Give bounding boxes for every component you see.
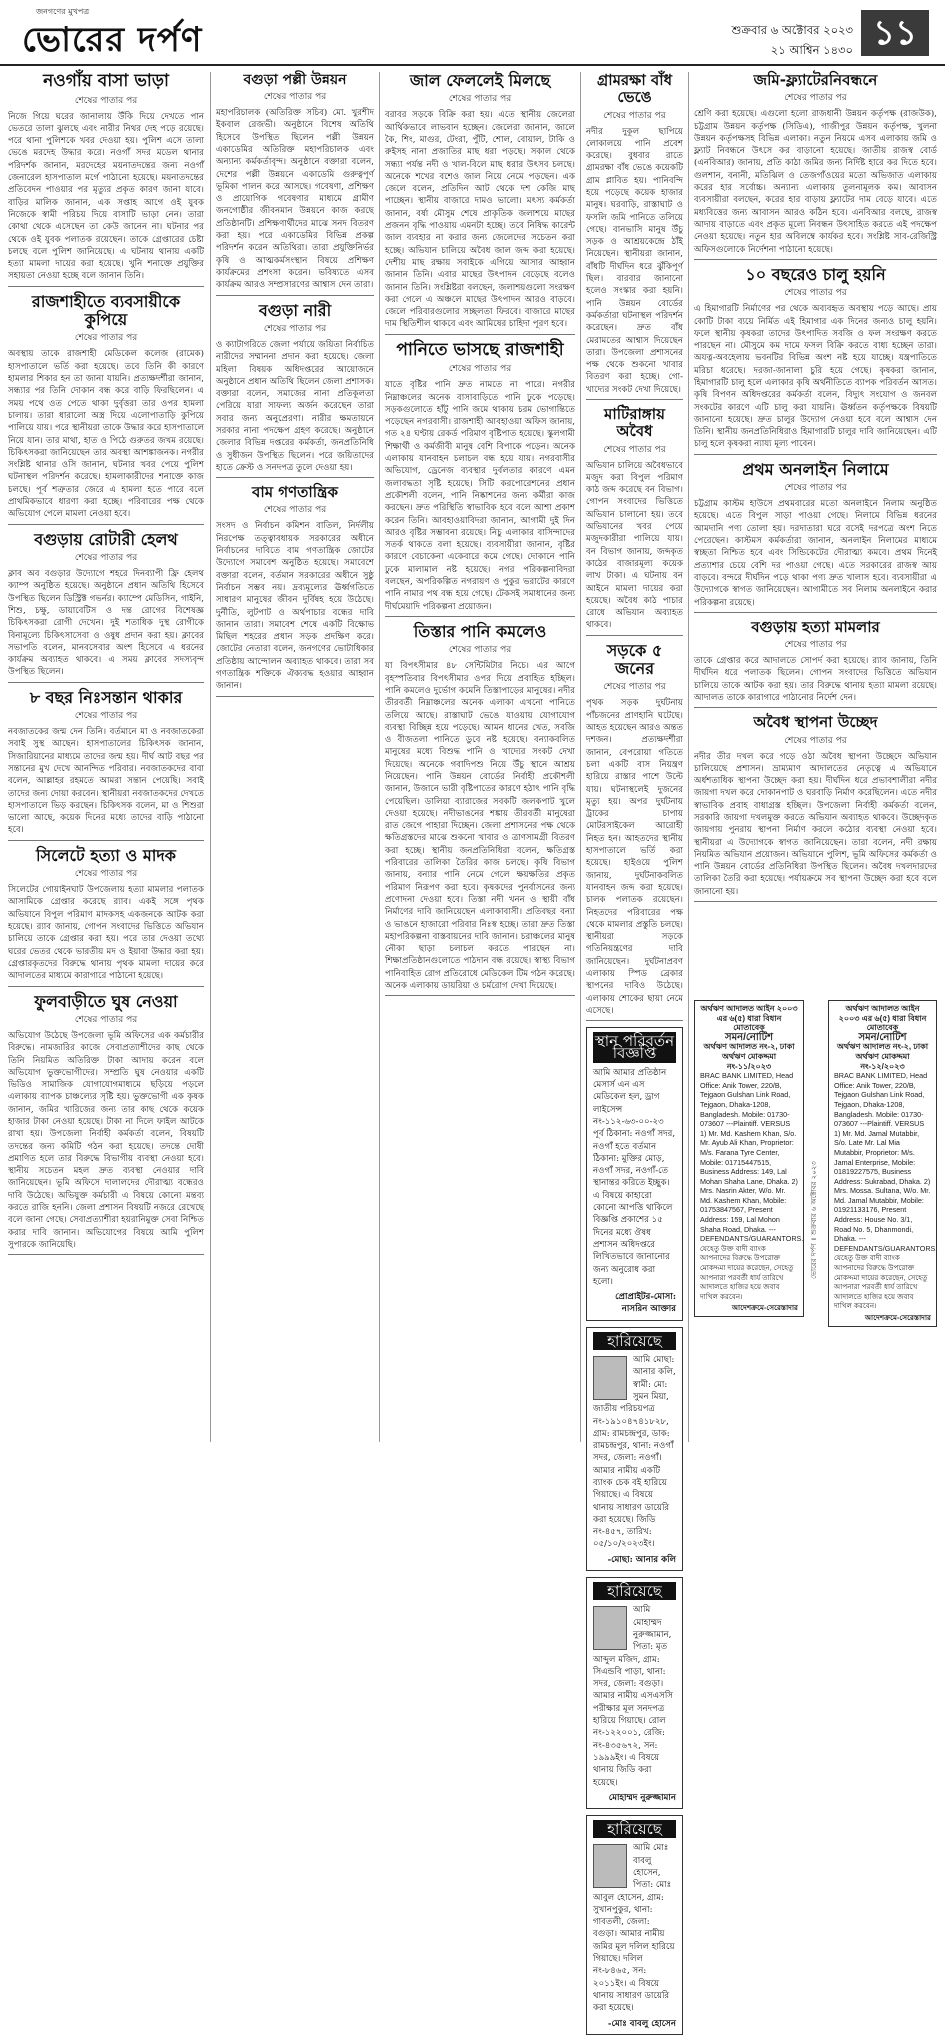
- news-story: [216, 484, 374, 696]
- story-divider: [586, 635, 683, 636]
- story-continuation-label: শেষের পাতার পর: [784, 483, 847, 494]
- masthead: [0, 0, 945, 66]
- column-rule: [210, 72, 211, 1442]
- notice-heading: সমন/নোটিশ: [858, 1031, 907, 1043]
- news-story: [586, 72, 683, 400]
- story-continuation-label: শেষের পাতার পর: [263, 92, 327, 103]
- story-body: যা বিপৎসীমার ৪৮ সেন্টিমিটার নিচে। এর আগে বৃহস্পতিবার বিপৎসীমার ওপর দিয়ে প্রবাহিত হচ্ছিল। পানি কমলেও দুর্ভোগ কমেনি তিস্তাপাড়ের মানুষের। নদীর তীরবর্তী নিম্নাঞ্চলের অনেক এলাকা এখনো পানিতে তলিয়ে আছে। রাস্তাঘাট ভেঙে যাওয়ায় যোগাযোগ ব্যবস্থা বিচ্ছিন্ন হয়ে পড়েছে। আমন ধানের খেত, সবজি ও বীজতলা পানিতে ডুবে নষ্ট হয়েছে। বন্যাকবলিত মানুষের মধ্যে বিশুদ্ধ পানি ও খাদ্যের সংকট দেখা দিয়েছে। অনেকে গবাদিপশু নিয়ে উঁচু স্থানে আশ্রয় নিয়েছেন। পানি উন্নয়ন বোর্ডের নির্বাহী প্রকৌশলী জানান, উজানে ভারী বৃষ্টিপাতের কারণে হঠাৎ পানি বৃদ্ধি পেয়েছিল। ডালিয়া ব্যারাজের সবকটি জলকপাট খুলে দেওয়া হয়েছে। নদীভাঙনের শঙ্কায় তীরবর্তী মানুষেরা রাত জেগে পাহারা দিচ্ছেন। জেলা প্রশাসনের পক্ষ থেকে ক্ষতিগ্রস্তদের মাঝে শুকনো খাবার ও ত্রাণসামগ্রী বিতরণ করা হচ্ছে। স্থানীয় জনপ্রতিনিধিরা বলেন, ক্ষতিগ্রস্ত পরিবারের তালিকা তৈরির কাজ চলছে। কৃষি বিভাগ জানায়, বন্যার পানি নেমে গেলে ক্ষয়ক্ষতির প্রকৃত পরিমাণ নিরূপণ করা হবে। কৃষকদের পুনর্বাসনের জন্য প্রণোদনা দেওয়া হবে। তিস্তা নদী খনন ও স্থায়ী বাঁধ নির্মাণের দাবি জানিয়েছেন এলাকাবাসী। প্রতিবছর বন্যা ও ভাঙনে হাজারো পরিবার নিঃস্ব হচ্ছে। তারা দ্রুত তিস্তা মহাপরিকল্পনা বাস্তবায়নের দাবি জানান। চরাঞ্চলের মানুষ নৌকা ছাড়া চলাচল করতে পারছেন না। শিক্ষাপ্রতিষ্ঠানগুলোতে পাঠদান বন্ধ রয়েছে। স্বাস্থ্য বিভাগ পানিবাহিত রোগ প্রতিরোধে মেডিকেল টিম গঠন করেছে। অনেক এলাকায় ডায়রিয়া ও চর্মরোগ দেখা দিয়েছে।: [385, 661, 575, 992]
- story-divider: [8, 286, 204, 287]
- notice-law-header: অর্থঋণ আদালত আইন ২০০৩ এর ৬(৫) ধারা বিধান মোতাবেক: [838, 1004, 927, 1033]
- story-headline[interactable]: ১০ বছরেও চালু হয়নি: [745, 264, 886, 284]
- story-divider: [216, 477, 374, 478]
- column-rule: [580, 72, 581, 1442]
- column-5: [694, 72, 937, 992]
- story-divider: [216, 295, 374, 296]
- notice-signature: -মোঃ বাবলু হোসেন: [607, 2018, 676, 2029]
- story-continuation-label: শেষের পাতার পর: [74, 711, 138, 722]
- story-headline[interactable]: গ্রামরক্ষা বাঁধ ভেঙে: [597, 71, 672, 107]
- date-gregorian: শুক্রবার ৬ অক্টোবর ২০২৩: [731, 23, 853, 37]
- story-headline[interactable]: ৮ বছর নিঃসন্তান থাকার: [29, 687, 183, 707]
- news-story: [8, 531, 204, 683]
- case-number: অর্থঋণ মোকদ্দমা নং-১২/২০২৩: [855, 1051, 910, 1071]
- story-body: নবজাতকের জন্ম দেন তিনি। বর্তমানে মা ও নবজাতকেরা সবাই সুস্থ আছেন। হাসপাতালের চিকিৎসক জানান, সিজারিয়ানের মাধ্যমে তাদের জন্ম হয়। দীর্ঘ আট বছর পর সন্তানের মুখ দেখে আনন্দিত পরিবার। নবজাতকদের বাবা বলেন, আল্লাহর রহমতে আমরা সন্তান পেয়েছি। সবাই তাদের জন্য দোয়া করবেন। স্থানীয়রা নবজাতকদের দেখতে হাসপাতালে ভিড় করছেন। চিকিৎসক বলেন, মা ও শিশুরা ভালো আছে, কয়েক দিনের মধ্যে তাদের বাড়ি পাঠানো হবে।: [8, 727, 204, 836]
- court-summons-notice: [828, 1000, 937, 1327]
- story-body: অবস্থায় তাকে রাজশাহী মেডিকেল কলেজ (রামেক) হাসপাতালে ভর্তি করা হয়েছে। তবে তিনি কী কারণে হামলার শিকার হন তা জানা যায়নি। প্রত্যক্ষদর্শীরা জানান, সন্ধ্যার পর তিনি দোকান বন্ধ করে বাড়ি ফিরছিলেন। এ সময় পথে ওত পেতে থাকা দুর্বৃত্তরা তার ওপর হামলা চালায়। তারা ধারালো অস্ত্র দিয়ে এলোপাতাড়ি কুপিয়ে পালিয়ে যায়। পরে স্থানীয়রা তাকে উদ্ধার করে হাসপাতালে নিয়ে যান। তার মাথা, হাত ও পিঠে গুরুতর জখম রয়েছে। চিকিৎসকরা জানিয়েছেন তার অবস্থা আশঙ্কাজনক। নগরীর সংশ্লিষ্ট থানার ওসি জানান, ঘটনার খবর পেয়ে পুলিশ ঘটনাস্থল পরিদর্শন করেছে। হামলাকারীদের শনাক্তে কাজ চলছে। পূর্ব শত্রুতার জেরে এ হামলা হতে পারে বলে প্রাথমিকভাবে ধারণা করা হচ্ছে। পরিবারের পক্ষ থেকে অভিযোগ পেলে মামলা নেওয়া হবে।: [8, 349, 204, 520]
- news-story: [8, 993, 204, 1256]
- story-divider: [694, 259, 937, 260]
- story-headline[interactable]: বগুড়া পল্লী উন্নয়ন: [243, 72, 347, 88]
- news-story: [694, 619, 937, 708]
- story-continuation-label: শেষের পাতার পর: [784, 93, 847, 104]
- news-story: [8, 72, 204, 287]
- notice-body: আমি আমার প্রতিষ্ঠান মেসার্স এন এস মেডিকেল হল, ড্রাগ লাইসেন্স নং-১১২-৬৩-০০-২৩ পূর্ব ঠিকানা: নওগাঁ সদর, নওগাঁ হতে বর্তমান ঠিকানা: মুক্তির মোড়, নওগাঁ সদর, নওগাঁ-তে স্থানান্তর করিতে ইচ্ছুক। এ বিষয়ে কাহারো কোনো আপত্তি থাকিলে বিজ্ঞপ্তি প্রকাশের ১৫ দিনের মধ্যে ঔষধ প্রশাসন অধিদপ্তরে লিখিতভাবে জানানোর জন্য অনুরোধ করা হলো।: [593, 1067, 676, 1287]
- news-story: [8, 847, 204, 987]
- story-divider: [385, 334, 575, 335]
- story-divider: [216, 696, 374, 697]
- news-story: [8, 689, 204, 841]
- story-body: নিজে গিয়ে ঘরের জানালায় উঁকি দিয়ে দেখতে পান ভেতরে তালা ঝুলছে এবং নারীর নিথর দেহ পড়ে রয়েছে। পরে থানা পুলিশকে খবর দেওয়া হয়। পুলিশ এসে তালা ভেঙে মরদেহ উদ্ধার করে। নওগাঁ সদর মডেল থানার পরিদর্শক জানান, মরদেহের ময়নাতদন্তের জন্য নওগাঁ জেনারেল হাসপাতাল মর্গে পাঠানো হয়েছে। ময়নাতদন্তের প্রতিবেদন পাওয়ার পর মৃত্যুর প্রকৃত কারণ জানা যাবে। বাড়ির মালিক জানান, এক সপ্তাহ আগে ওই যুবক নিজেকে স্বামী পরিচয় দিয়ে বাসাটি ভাড়া নেন। তারা কোথা থেকে এসেছেন তা কেউ জানেন না। ঘটনার পর থেকে ওই যুবক পলাতক রয়েছেন। তাকে গ্রেপ্তারের চেষ্টা চলছে বলে পুলিশ জানিয়েছে। এ ঘটনায় থানায় একটি হত্যা মামলা দায়ের করা হয়েছে। খুনি শনাক্তে প্রযুক্তির সহায়তা নেওয়া হচ্ছে বলে জানান তিনি।: [8, 111, 204, 282]
- story-body: পৃথক সড়ক দুর্ঘটনায় পাঁচজনের প্রাণহানি ঘটেছে। আহত হয়েছেন আরও অন্তত দশজন। প্রত্যক্ষদর্শীরা জানান, বেপরোয়া গতিতে চলা একটি বাস নিয়ন্ত্রণ হারিয়ে রাস্তার পাশে উল্টে যায়। ঘটনাস্থলেই দুজনের মৃত্যু হয়। অপর দুর্ঘটনায় ট্রাকের চাপায় মোটরসাইকেল আরোহী নিহত হন। আহতদের স্থানীয় হাসপাতালে ভর্তি করা হয়েছে। হাইওয়ে পুলিশ জানায়, দুর্ঘটনাকবলিত যানবাহন জব্দ করা হয়েছে। চালক পলাতক রয়েছেন। নিহতদের পরিবারের পক্ষ থেকে মামলার প্রস্তুতি চলছে। স্থানীয়রা সড়কে গতিনিয়ন্ত্রণের দাবি জানিয়েছেন। দুর্ঘটনাপ্রবণ এলাকায় স্পিড ব্রেকার স্থাপনের দাবিও উঠেছে। এলাকায় শোকের ছায়া নেমে এসেছে।: [586, 698, 683, 1016]
- column-1: [8, 72, 204, 1444]
- column-rule: [379, 72, 380, 1442]
- news-story: [694, 72, 937, 260]
- notice-title: স্থান পরিবর্তন বিজ্ঞপ্তি: [594, 1032, 675, 1063]
- story-continuation-label: শেষের পাতার পর: [448, 645, 512, 656]
- classified-area: [694, 1000, 804, 1440]
- story-headline[interactable]: বগুড়ায় রোটারী হেলথ: [34, 529, 178, 549]
- story-continuation-label: শেষের পাতার পর: [74, 95, 138, 106]
- page-number: ১১: [861, 10, 929, 56]
- story-divider: [385, 995, 575, 996]
- masthead-tagline: জনগণের মুখপত্র: [36, 7, 90, 16]
- story-divider: [694, 707, 937, 708]
- story-body: সিলেটের গোয়াইনঘাট উপজেলায় হত্যা মামলার পলাতক আসামিকে গ্রেপ্তার করেছে র‍্যাব। একই সঙ্গে পৃথক অভিযানে বিপুল পরিমাণ মাদকসহ একজনকে আটক করা হয়েছে। র‍্যাব জানায়, গোপন সংবাদের ভিত্তিতে অভিযান চালিয়ে তাকে গ্রেপ্তার করা হয়। পরে তার দেওয়া তথ্যে ঘরের ভেতর থেকে ভারতীয় মদ ও ইয়াবা উদ্ধার করা হয়। গ্রেপ্তারকৃতদের বিরুদ্ধে থানায় পৃথক মামলা দায়ের করে আদালতের মাধ্যমে কারাগারে পাঠানো হয়েছে।: [8, 885, 204, 982]
- story-continuation-label: শেষের পাতার পর: [603, 682, 666, 693]
- notice-signature: মোহাম্মদ নুরুজ্জামান: [608, 1792, 676, 1803]
- story-headline[interactable]: সড়কে ৫ জনের: [606, 640, 663, 679]
- notice-signature: আদেশক্রমে-সেরেস্তাদার: [864, 1313, 931, 1322]
- story-headline[interactable]: সিলেটে হত্যা ও মাদক: [36, 845, 176, 865]
- newspaper-logo: ভোরের দর্পণ: [22, 20, 203, 60]
- court-summons-notice: [694, 1000, 804, 1317]
- story-headline[interactable]: জাল ফেললেই মিলছে: [409, 71, 551, 90]
- story-headline[interactable]: জমি-ফ্ল্যাটেরনিবন্ধনে: [753, 71, 878, 89]
- story-divider: [586, 1020, 683, 1021]
- news-story: [8, 293, 204, 525]
- story-headline[interactable]: বাম গণতান্ত্রিক: [252, 483, 338, 502]
- story-continuation-label: শেষের পাতার পর: [784, 288, 847, 299]
- story-divider: [8, 986, 204, 987]
- notice-photo: [593, 1844, 627, 1888]
- notice-title: হারিয়েছে: [593, 1332, 676, 1350]
- masthead-date: [731, 20, 853, 60]
- story-body: চট্টগ্রাম কাস্টম হাউসে প্রথমবারের মতো অনলাইনে নিলাম অনুষ্ঠিত হয়েছে। এতে বিপুল সাড়া পাওয়া গেছে। নিলামে বিভিন্ন ধরনের আমদানি পণ্য তোলা হয়। দরদাতারা ঘরে বসেই দরপত্রে অংশ নিতে পেরেছেন। কাস্টমস কর্মকর্তারা জানান, অনলাইন নিলামের মাধ্যমে স্বচ্ছতা নিশ্চিত হবে এবং সিন্ডিকেটের দৌরাত্ম্য কমবে। প্রথম দিনেই প্রত্যাশার চেয়ে বেশি দর পাওয়া গেছে। এতে সরকারের রাজস্ব আয় বাড়বে। বন্দরে দীর্ঘদিন পড়ে থাকা পণ্য দ্রুত খালাস হবে। ব্যবসায়ীরা এ উদ্যোগকে স্বাগত জানিয়েছেন। আগামীতে সব নিলাম অনলাইনে করার পরিকল্পনা রয়েছে।: [694, 499, 937, 608]
- story-body: বরাবর সড়কে বিক্রি করা হয়। এতে স্থানীয় জেলেরা আর্থিকভাবে লাভবান হচ্ছেন। জেলেরা জানান, জালে কৈ, শিং, মাগুর, টেংরা, পুঁটি, শোল, বোয়াল, টাকি ও রুইসহ নানা প্রজাতির মাছ ধরা পড়ছে। সকাল থেকে সন্ধ্যা পর্যন্ত নদী ও খাল-বিলে মাছ ধরার উৎসব চলছে। অনেকে শখের বশেও জাল নিয়ে নেমে পড়ছেন। এক জেলে বলেন, প্রতিদিন আট থেকে দশ কেজি মাছ পাচ্ছেন। স্থানীয় বাজারে দামও ভালো। মৎস্য কর্মকর্তা জানান, বর্ষা মৌসুম শেষে প্রাকৃতিক জলাশয়ে মাছের প্রজনন বৃদ্ধি পাওয়ায় এমনটা হচ্ছে। তবে নিষিদ্ধ কারেন্ট জাল ব্যবহার না করার জন্য জেলেদের সচেতন করা হচ্ছে। অভিযান চালিয়ে অবৈধ জাল জব্দ করা হয়েছে। দেশীয় মাছ রক্ষায় সবাইকে এগিয়ে আসার আহ্বান জানান তিনি। এবার মাছের উৎপাদন বেড়েছে বলেও জানান তিনি। সংশ্লিষ্টরা বলছেন, জলাশয়গুলো সংরক্ষণ করা গেলে এ অঞ্চলে মাছের উৎপাদন আরও বাড়বে। জেলে পরিবারগুলোর সচ্ছলতা ফিরবে। বাজারে মাছের দাম স্থিতিশীল থাকবে এবং আমিষের চাহিদা পূরণ হবে।: [385, 110, 575, 330]
- notice-signature: আদেশক্রমে-সেরেস্তাদার: [731, 1303, 798, 1313]
- story-body: অভিযোগ উঠেছে উপজেলা ভূমি অফিসের এক কর্মচারীর বিরুদ্ধে। নামজারির কাজে সেবাপ্রত্যাশীদের কাছ থেকে তিনি নিয়মিত অতিরিক্ত টাকা আদায় করেন বলে অভিযোগ ভুক্তভোগীদের। সম্প্রতি ঘুষ নেওয়ার একটি ভিডিও সামাজিক যোগাযোগমাধ্যমে ছড়িয়ে পড়লে এলাকায় ব্যাপক চাঞ্চল্যের সৃষ্টি হয়। ভুক্তভোগী এক কৃষক জানান, জমির খারিজের জন্য তার কাছ থেকে কয়েক হাজার টাকা নেওয়া হয়েছে। টাকা না দিলে ফাইল আটকে রাখা হয়। উপজেলা নির্বাহী কর্মকর্তা বলেন, বিষয়টি তদন্তের জন্য কমিটি গঠন করা হয়েছে। তদন্তে দোষী প্রমাণিত হলে তার বিরুদ্ধে বিভাগীয় ব্যবস্থা নেওয়া হবে। স্থানীয় সচেতন মহল দ্রুত ব্যবস্থা নেওয়ার দাবি জানিয়েছেন। ভূমি অফিসে দালালদের দৌরাত্ম্য বন্ধেরও দাবি উঠেছে। অভিযুক্ত কর্মচারী এ বিষয়ে কোনো মন্তব্য করতে রাজি হননি। জেলা প্রশাসন বিষয়টি নজরে রেখেছে বলে জানা গেছে। সেবাপ্রত্যাশীরা হয়রানিমুক্ত সেবা নিশ্চিত করার দাবি জানান। অভিযোগের বিষয়ে আমি পুলিশ সুপারকে জানিয়েছি।: [8, 1030, 204, 1250]
- legal-notices-area: [828, 1000, 937, 1440]
- vertical-strip: ভোরের দর্পণ ॥ শুক্রবার ৬ অক্টোবর ২০২৩: [810, 1161, 818, 1279]
- story-body: এ হিমাগারটি নির্মাণের পর থেকে অব্যবহৃত অবস্থায় পড়ে আছে। প্রায় কোটি টাকা ব্যয়ে নির্মিত এই হিমাগার এক দিনের জন্যও চালু হয়নি। ফলে স্থানীয় কৃষকরা তাদের উৎপাদিত সবজি ও ফল সংরক্ষণ করতে পারছেন না। মৌসুমে কম দামে ফসল বিক্রি করতে বাধ্য হচ্ছেন তারা। অযত্ন-অবহেলায় ভবনটির বিভিন্ন অংশ নষ্ট হয়ে যাচ্ছে। যন্ত্রপাতিতে মরিচা ধরেছে। দরজা-জানালা চুরি হয়ে গেছে। কৃষকরা জানান, হিমাগারটি চালু হলে এলাকার কৃষি অর্থনীতিতে ব্যাপক পরিবর্তন আসত। কৃষি বিপণন অধিদপ্তরের কর্মকর্তা বলেন, বিদ্যুৎ সংযোগ ও জনবল সংকটের কারণে এটি চালু করা যায়নি। ঊর্ধ্বতন কর্তৃপক্ষকে বিষয়টি জানানো হয়েছে। দ্রুত চালুর উদ্যোগ নেওয়া হবে বলে আশ্বাস দেন তিনি। স্থানীয় জনপ্রতিনিধিরাও হিমাগারটি চালুর দাবি জানিয়েছেন। এটি চালু হলে কৃষকরা ন্যায্য মূল্য পাবেন।: [694, 304, 937, 450]
- notice-photo: [593, 1356, 627, 1400]
- news-story: [216, 72, 374, 296]
- lost-notice: [586, 1577, 683, 1809]
- lost-notice: [586, 1815, 683, 2035]
- story-divider: [8, 524, 204, 525]
- story-continuation-label: শেষের পাতার পর: [74, 869, 138, 880]
- story-headline[interactable]: পানিতে ভাসছে রাজশাহী: [396, 339, 564, 360]
- story-continuation-label: শেষের পাতার পর: [603, 444, 666, 455]
- story-divider: [694, 454, 937, 455]
- notice-heading: সমন/নোটিশ: [724, 1031, 774, 1043]
- story-continuation-label: শেষের পাতার পর: [74, 333, 138, 344]
- story-divider: [8, 840, 204, 841]
- column-3: [385, 72, 575, 1444]
- story-headline[interactable]: তিস্তার পানি কমলেও: [413, 621, 547, 641]
- story-headline[interactable]: মাটিরাঙ্গায় অবৈধ: [604, 405, 665, 441]
- notice-body: BRAC BANK LIMITED, Head Office: Anik Tower, 220/B, Tejgaon Gulshan Link Road, Tejgaon, Dhaka-1208, Bangladesh. Mobile: 01730-073607 ---Plaintiff. VERSUS 1) Mr. Md. Kashem Khan, S/o. Mr. Ayub Ali Khan, Proprietor: M/s. Farana Tyre Center, Mobile: 01715447515, Business Address: 149, Lal Mohan Shaha Lane, Dhaka. 2) Mrs. Nasrin Akter, W/o. Mr. Md. Kashem Khan, Mobile: 01753847567, Present Address: 159, Lal Mohon Shaha Road, Dhaka. ---DEFENDANTS/GUARANTORS. যেহেতু উক্ত বাদী ব্যাংক আপনাদের বিরুদ্ধে উপরোক্ত মোকদ্দমা দায়ের করেছেন, সেহেতু আপনারা পরবর্তী ধার্য তারিখে আদালতে হাজির হয়ে জবাব দাখিল করবেন।: [700, 1071, 804, 1301]
- story-body: ক্লাব অব বগুড়ার উদ্যোগে শহরে দিনব্যাপী ফ্রি হেলথ ক্যাম্প অনুষ্ঠিত হয়েছে। অনুষ্ঠানে প্রধান অতিথি হিসেবে উপস্থিত ছিলেন ডিস্ট্রিক্ট গভর্নর। ক্যাম্পে মেডিসিন, গাইনি, শিশু, চক্ষু, ডায়াবেটিস ও দন্ত রোগের বিশেষজ্ঞ চিকিৎসকরা রোগী দেখেন। দুই শতাধিক দুস্থ রোগীকে বিনামূল্যে চিকিৎসাসেবা ও ওষুধ প্রদান করা হয়। ক্লাবের সভাপতি বলেন, মানবসেবার অংশ হিসেবে এ ধরনের কার্যক্রম অব্যাহত থাকবে। এ সময় ক্লাবের সদস্যবৃন্দ উপস্থিত ছিলেন।: [8, 569, 204, 678]
- story-continuation-label: শেষের পাতার পর: [263, 505, 327, 516]
- column-2: [216, 72, 374, 1444]
- story-continuation-label: শেষের পাতার পর: [784, 735, 847, 746]
- news-story: [586, 642, 683, 1022]
- notice-title: হারিয়েছে: [593, 1820, 676, 1838]
- news-story: [385, 623, 575, 996]
- notice-photo: [593, 1606, 627, 1650]
- notice-body: আমি মোঃ বাবলু হোসেন, পিতা: মোঃ আবুল হোসেন, গ্রাম: সুখানপুকুর, থানা: গাবতলী, জেলা: বগুড়া। আমার নামীয় জমির মূল দলিল হারিয়ে গিয়াছে। দলিল নং-৮৪৬৫, সন: ২০১১ইং। এ বিষয়ে থানায় সাধারণ ডায়েরি করা হয়েছে।: [593, 1843, 675, 2014]
- court-name: অর্থঋণ আদালত নং-২, ঢাকা: [836, 1042, 929, 1052]
- story-headline[interactable]: বগুড়া নারী: [258, 300, 332, 320]
- date-bengali: ২১ আশ্বিন ১৪৩০: [770, 43, 853, 57]
- story-divider: [8, 1254, 204, 1255]
- story-headline[interactable]: ফুলবাড়ীতে ঘুষ নেওয়া: [34, 991, 178, 1011]
- story-continuation-label: শেষের পাতার পর: [448, 364, 512, 375]
- news-story: [586, 406, 683, 636]
- story-body: যাতে বৃষ্টির পানি দ্রুত নামতে না পারে। নগরীর নিম্নাঞ্চলের অনেক বাসাবাড়িতে পানি ঢুকে পড়েছে। সড়কগুলোতে হাঁটু পানি জমে থাকায় চরম ভোগান্তিতে পড়েছেন নগরবাসী। রাজশাহী আবহাওয়া অফিস জানায়, গত ২৪ ঘণ্টায় রেকর্ড পরিমাণ বৃষ্টিপাত হয়েছে। স্কুলগামী শিক্ষার্থী ও কর্মজীবী মানুষ বেশি বিপাকে পড়েন। অনেক এলাকায় যানবাহন চলাচল বন্ধ হয়ে যায়। নগরবাসীর অভিযোগ, ড্রেনেজ ব্যবস্থার দুর্বলতার কারণে এমন জলাবদ্ধতা সৃষ্টি হয়েছে। সিটি করপোরেশনের প্রধান প্রকৌশলী বলেন, পানি নিষ্কাশনের জন্য কর্মীরা কাজ করছেন। দ্রুত পরিস্থিতি স্বাভাবিক হবে বলে আশা প্রকাশ করেন তিনি। আবহাওয়াবিদরা জানান, আগামী দুই দিন আরও বৃষ্টির সম্ভাবনা রয়েছে। নিচু এলাকার বাসিন্দাদের সতর্ক থাকতে বলা হয়েছে। ব্যবসায়ীরা জানান, বৃষ্টির কারণে বেচাকেনা একেবারে কমে গেছে। দোকানে পানি ঢুকে মালামাল নষ্ট হয়েছে। নগর পরিকল্পনাবিদরা বলছেন, অপরিকল্পিত নগরায়ণ ও পুকুর ভরাটের কারণে পানি নামার পথ বন্ধ হয়ে গেছে। টেকসই সমাধানের জন্য দীর্ঘমেয়াদি পরিকল্পনা প্রয়োজন।: [385, 380, 575, 612]
- notice-body: আমি মোছা: আনার কলি, স্বামী: মো: সুমন মিয়া, জাতীয় পরিচয়পত্র নং-১৯১০৪৭৪১৮২৮, গ্রাম: রামচন্দ্রপুর, ডাক: রামচন্দ্রপুর, থানা: নওগাঁ সদর, জেলা: নওগাঁ। আমার নামীয় একটি ব্যাংক চেক বই হারিয়ে গিয়াছে। এ বিষয়ে থানায় সাধারণ ডায়েরি করা হয়েছে। জিডি নং-৪৫৭, তারিখ: ০৫/১০/২০২৩ইং।: [593, 1355, 676, 1550]
- story-divider: [586, 399, 683, 400]
- story-body: নদীর তীর দখল করে গড়ে ওঠা অবৈধ স্থাপনা উচ্ছেদে অভিযান চালিয়েছে প্রশাসন। ভ্রাম্যমাণ আদালতের নেতৃত্বে এ অভিযানে অর্ধশতাধিক স্থাপনা উচ্ছেদ করা হয়। দীর্ঘদিন ধরে প্রভাবশালীরা নদীর জায়গা দখল করে দোকানপাট ও ঘরবাড়ি নির্মাণ করেছিলেন। এতে নদীর স্বাভাবিক প্রবাহ বাধাগ্রস্ত হচ্ছিল। উপজেলা নির্বাহী কর্মকর্তা বলেন, সরকারি জায়গা দখলমুক্ত করতে অভিযান অব্যাহত থাকবে। উচ্ছেদকৃত জায়গায় পুনরায় স্থাপনা নির্মাণ করলে কঠোর ব্যবস্থা নেওয়া হবে। স্থানীয়রা এ উদ্যোগকে স্বাগত জানিয়েছেন। তারা বলেন, নদী রক্ষায় নিয়মিত অভিযান প্রয়োজন। অভিযানে পুলিশ, ভূমি অফিসের কর্মকর্তা ও পানি উন্নয়ন বোর্ডের প্রতিনিধিরা উপস্থিত ছিলেন। অবৈধ দখলদারদের তালিকা তৈরি করা হয়েছে। পর্যায়ক্রমে সব স্থাপনা উচ্ছেদ করা হবে বলে জানানো হয়।: [694, 751, 937, 897]
- story-body: নদীর দুকূল ছাপিয়ে লোকালয়ে পানি প্রবেশ করেছে। বুধবার রাতে গ্রামরক্ষা বাঁধ ভেঙে কয়েকটি গ্রাম প্লাবিত হয়। পানিবন্দি হয়ে পড়েছে কয়েক হাজার মানুষ। ঘরবাড়ি, রাস্তাঘাট ও ফসলি জমি পানিতে তলিয়ে গেছে। বানভাসি মানুষ উঁচু সড়ক ও আশ্রয়কেন্দ্রে ঠাঁই নিয়েছেন। স্থানীয়রা জানান, বাঁধটি দীর্ঘদিন ধরে ঝুঁকিপূর্ণ ছিল। বারবার জানানো হলেও সংস্কার করা হয়নি। পানি উন্নয়ন বোর্ডের কর্মকর্তারা ঘটনাস্থল পরিদর্শন করেছেন। দ্রুত বাঁধ মেরামতের আশ্বাস দিয়েছেন তারা। উপজেলা প্রশাসনের পক্ষ থেকে শুকনো খাবার বিতরণ করা হচ্ছে। গো-খাদ্যের সংকট দেখা দিয়েছে।: [586, 126, 683, 395]
- story-headline[interactable]: প্রথম অনলাইন নিলামে: [742, 459, 889, 479]
- story-body: ও ক্যাটাগরিতে জেলা পর্যায়ে জয়িতা নির্বাচিত নারীদের সম্মাননা প্রদান করা হয়েছে। জেলা মহিলা বিষয়ক অধিদপ্তরের আয়োজনে অনুষ্ঠানে প্রধান অতিথি ছিলেন জেলা প্রশাসক। বক্তারা বলেন, সমাজের নানা প্রতিকূলতা পেরিয়ে যারা সাফল্য অর্জন করেছেন তারা সবার জন্য অনুপ্রেরণা। নারীর ক্ষমতায়নে সরকার নানা পদক্ষেপ গ্রহণ করেছে। অনুষ্ঠানে জেলার বিভিন্ন দপ্তরের কর্মকর্তা, জনপ্রতিনিধি ও সুধীজন উপস্থিত ছিলেন। পরে জয়িতাদের হাতে ক্রেস্ট ও সনদপত্র তুলে দেওয়া হয়।: [216, 339, 374, 473]
- story-divider: [694, 901, 937, 902]
- case-number: অর্থঋণ মোকদ্দমা নং-১১/২০২৩: [721, 1051, 777, 1071]
- story-continuation-label: শেষের পাতার পর: [74, 553, 138, 564]
- notice-signature: প্রোপ্রাইটর-মোসা: নাসরিন আক্তার: [615, 1292, 676, 1315]
- relocation-notice: [586, 1027, 683, 1321]
- news-story: [694, 714, 937, 902]
- lost-notice: [586, 1327, 683, 1571]
- news-story: [694, 461, 937, 613]
- story-body: অভিযান চালিয়ে অবৈধভাবে মজুদ করা বিপুল পরিমাণ কাঠ জব্দ করেছে বন বিভাগ। গোপন সংবাদের ভিত্তিতে অভিযান চালানো হয়। তবে অভিযানের খবর পেয়ে মজুদকারীরা পালিয়ে যায়। বন বিভাগ জানায়, জব্দকৃত কাঠের বাজারমূল্য কয়েক লাখ টাকা। এ ঘটনায় বন আইনে মামলা দায়ের করা হয়েছে। অবৈধ কাঠ পাচার রোধে অভিযান অব্যাহত থাকবে।: [586, 460, 683, 631]
- notice-body: BRAC BANK LIMITED, Head Office: Anik Tower, 220/B, Tejgaon Gulshan Link Road, Tejgaon, Dhaka-1208, Bangladesh. Mobile: 01730-073607 ---Plaintiff. VERSUS 1) Mr. Md. Jamal Mutabbir, S/o. Late Mr. Lal Mia Mutabbir, Proprietor: M/s. Jamal Enterprise, Mobile: 01819227575, Business Address: Sukrabad, Dhaka. 2) Mrs. Mossa. Sultana, W/o. Mr. Md. Jamal Mutabbir, Mobile: 01921133176, Present Address: House No. 3/1, Road No. 5, Dhanmondi, Dhaka. ---DEFENDANTS/GUARANTORS. যেহেতু উক্ত বাদী ব্যাংক আপনাদের বিরুদ্ধে উপরোক্ত মোকদ্দমা দায়ের করেছেন, সেহেতু আপনারা পরবর্তী ধার্য তারিখে আদালতে হাজির হয়ে জবাব দাখিল করবেন।: [834, 1071, 938, 1311]
- notice-body: আমি মোহাম্মদ নুরুজ্জামান, পিতা: মৃত আব্দুল মজিদ, গ্রাম: সিএন্ডবি পাড়া, থানা: সদর, জেলা: বগুড়া। আমার নামীয় এসএসসি পরীক্ষার মূল সনদপত্র হারিয়ে গিয়াছে। রোল নং-১২২০০১, রেজি: নং-৪৩৫৬৭২, সন: ১৯৯৯ইং। এ বিষয়ে থানায় জিডি করা হয়েছে।: [593, 1605, 673, 1788]
- story-body: মহাপরিচালক (অতিরিক্ত সচিব) মো. খুরশীদ ইকবাল রেজভী। অনুষ্ঠানে বিশেষ অতিথি হিসেবে উপস্থিত ছিলেন পল্লী উন্নয়ন একাডেমির অতিরিক্ত মহাপরিচালক এবং অন্যান্য কর্মকর্তাবৃন্দ। অনুষ্ঠানে বক্তারা বলেন, দেশের পল্লী উন্নয়নে একাডেমি গুরুত্বপূর্ণ ভূমিকা পালন করে আসছে। গবেষণা, প্রশিক্ষণ ও প্রায়োগিক গবেষণার মাধ্যমে গ্রামীণ জনগোষ্ঠীর জীবনমান উন্নয়নে কাজ করছে প্রতিষ্ঠানটি। প্রশিক্ষণার্থীদের মাঝে সনদ বিতরণ করা হয়। পরে একাডেমির বিভিন্ন প্রকল্প পরিদর্শন করেন অতিথিরা। তারা প্রযুক্তিনির্ভর কৃষি ও আত্মকর্মসংস্থান বিষয়ে প্রশিক্ষণ কার্যক্রমের প্রশংসা করেন। ভবিষ্যতে এসব কার্যক্রম আরও সম্প্রসারণের আশ্বাস দেন তারা।: [216, 108, 374, 291]
- story-body: তাকে গ্রেপ্তার করে আদালতে সোপর্দ করা হয়েছে। র‍্যাব জানায়, তিনি দীর্ঘদিন ধরে পলাতক ছিলেন। গোপন সংবাদের ভিত্তিতে অভিযান চালিয়ে তাকে আটক করা হয়। তার বিরুদ্ধে থানায় হত্যা মামলা রয়েছে। আদালত তাকে কারাগারে পাঠানোর নির্দেশ দেন।: [694, 656, 937, 703]
- story-divider: [8, 682, 204, 683]
- story-body: শ্রেণি করা হয়েছে। এগুলো হলো রাজধানী উন্নয়ন কর্তৃপক্ষ (রাজউক), চট্টগ্রাম উন্নয়ন কর্তৃপক্ষ (সিডিএ), গাজীপুর উন্নয়ন কর্তৃপক্ষ, খুলনা উন্নয়ন কর্তৃপক্ষসহ বিভিন্ন এলাকা। নতুন নিয়মে এসব এলাকায় জমি ও ফ্ল্যাট নিবন্ধনে উৎসে কর বাড়ানো হয়েছে। জাতীয় রাজস্ব বোর্ড (এনবিআর) জানায়, প্রতি কাঠা জমির জন্য নির্দিষ্ট হারে কর দিতে হবে। গুলশান, বনানী, মতিঝিল ও তেজগাঁওয়ের মতো অভিজাত এলাকায় করের হার সর্বোচ্চ। অন্যান্য এলাকায় তুলনামূলক কম। আবাসন ব্যবসায়ীরা বলছেন, করের হার বাড়ায় ফ্ল্যাটের দাম বেড়ে যাবে। এতে মধ্যবিত্তের জন্য আবাসন আরও কঠিন হবে। এনবিআর বলছে, রাজস্ব আদায় বাড়াতে এবং প্রকৃত মূল্যে নিবন্ধন উৎসাহিত করতে এই পদক্ষেপ নেওয়া হয়েছে। নতুন হার অবিলম্বে কার্যকর হবে। সংশ্লিষ্ট সাব-রেজিস্ট্রি অফিসগুলোকে নির্দেশনা পাঠানো হয়েছে।: [694, 109, 937, 255]
- notice-title: হারিয়েছে: [593, 1582, 676, 1600]
- notice-law-header: অর্থঋণ আদালত আইন ২০০৩ এর ৬(৫) ধারা বিধান মোতাবেক: [700, 1004, 798, 1033]
- news-story: [694, 266, 937, 455]
- news-story: [216, 302, 374, 479]
- court-name: অর্থঋণ আদালত নং-২, ঢাকা: [703, 1042, 795, 1052]
- story-continuation-label: শেষের পাতার পর: [263, 323, 327, 334]
- story-headline[interactable]: বগুড়ায় হত্যা মামলার: [751, 617, 880, 636]
- news-story: [385, 341, 575, 617]
- story-continuation-label: শেষের পাতার পর: [74, 1014, 138, 1025]
- notice-signature: -মোছা: আনার কলি: [607, 1554, 676, 1565]
- news-story: [385, 72, 575, 335]
- column-rule: [688, 72, 689, 1442]
- story-headline[interactable]: রাজশাহীতে ব্যবসায়ীকে কুপিয়ে: [31, 291, 181, 330]
- story-continuation-label: শেষের পাতার পর: [603, 110, 666, 121]
- story-divider: [385, 616, 575, 617]
- story-body: সংসদ ও নির্বাচন কমিশন বাতিল, নির্দলীয় নিরপেক্ষ তত্ত্বাবধায়ক সরকারের অধীনে নির্বাচনের দাবিতে বাম গণতান্ত্রিক জোটের উদ্যোগে সমাবেশ অনুষ্ঠিত হয়েছে। সমাবেশে বক্তারা বলেন, বর্তমান সরকারের অধীনে সুষ্ঠু নির্বাচন সম্ভব নয়। দ্রব্যমূল্যের ঊর্ধ্বগতিতে সাধারণ মানুষের জীবন দুর্বিষহ হয়ে উঠেছে। দুর্নীতি, লুটপাট ও অর্থপাচার বন্ধের দাবি জানান তারা। সমাবেশ শেষে একটি বিক্ষোভ মিছিল শহরের প্রধান সড়ক প্রদক্ষিণ করে। জোটের নেতারা বলেন, জনগণের ভোটাধিকার প্রতিষ্ঠায় আন্দোলন অব্যাহত থাকবে। তারা সব গণতান্ত্রিক শক্তিকে ঐক্যবদ্ধ হওয়ার আহ্বান জানান।: [216, 521, 374, 692]
- story-continuation-label: শেষের পাতার পর: [784, 640, 847, 651]
- column-4: [586, 71, 683, 2029]
- story-divider: [694, 612, 937, 613]
- story-continuation-label: শেষের পাতার পর: [448, 94, 512, 105]
- story-headline[interactable]: নওগাঁয় বাসা ভাড়া: [43, 71, 169, 91]
- story-headline[interactable]: অবৈধ স্থাপনা উচ্ছেদ: [753, 713, 878, 732]
